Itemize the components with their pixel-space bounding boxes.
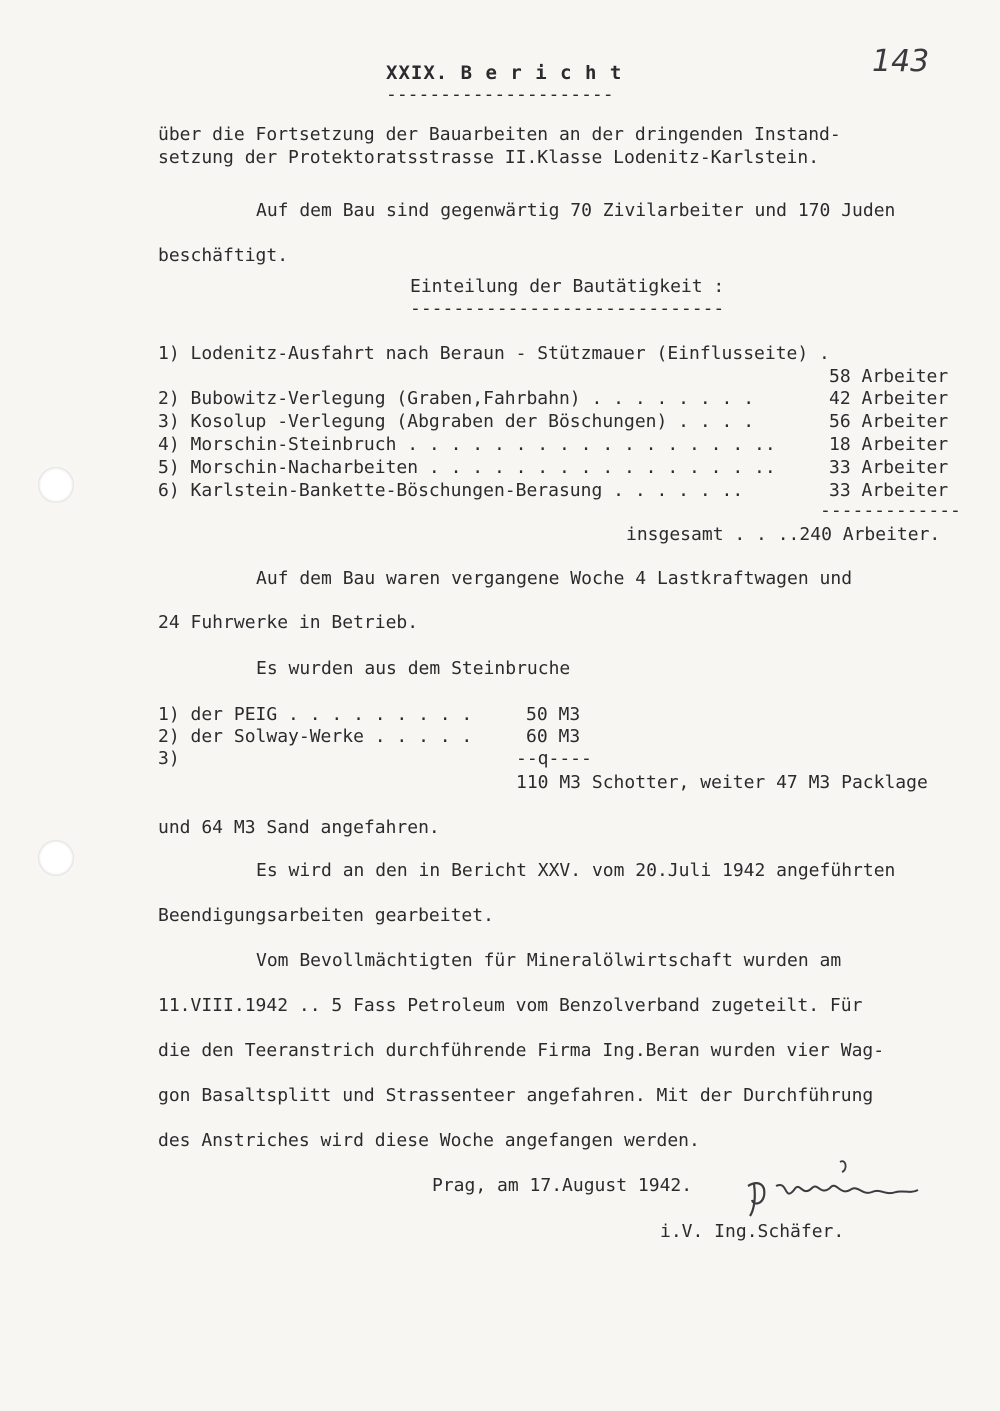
intro-line-2: setzung der Protektoratsstrasse II.Klasse Lodenitz-Karlstein.: [158, 147, 820, 168]
quarry-row-2-value: 60 M3: [526, 726, 581, 747]
section-rule: -----------------------------: [410, 298, 725, 319]
task-row-2: 2) Bubowitz-Verlegung (Graben,Fahrbahn) . . . . . . . .: [158, 388, 755, 409]
task-row-4: 4) Morschin-Steinbruch . . . . . . . . . . . . . . . . ..: [158, 434, 776, 455]
total-workers: insgesamt . . ..240 Arbeiter.: [626, 524, 941, 545]
quarry-total: 110 M3 Schotter, weiter 47 M3 Packlage: [516, 772, 928, 793]
signatory: i.V. Ing.Schäfer.: [660, 1221, 845, 1242]
task-row-3-value: 56 Arbeiter: [829, 411, 949, 432]
task-row-1-value: 58 Arbeiter: [829, 366, 949, 387]
task-row-4-value: 18 Arbeiter: [829, 434, 949, 455]
fuel-line-5: des Anstriches wird diese Woche angefangen werden.: [158, 1130, 700, 1151]
report-ref-line-1: Es wird an den in Bericht XXV. vom 20.Juli 1942 angeführten: [256, 860, 896, 881]
punch-hole: [38, 467, 74, 503]
vehicles-line-2: 24 Fuhrwerke in Betrieb.: [158, 612, 419, 633]
place-date: Prag, am 17.August 1942.: [432, 1175, 693, 1196]
fuel-line-2: 11.VIII.1942 .. 5 Fass Petroleum vom Benzolverband zugeteilt. Für: [158, 995, 863, 1016]
quarry-row-2: 2) der Solway-Werke . . . . .: [158, 726, 473, 747]
task-row-5-value: 33 Arbeiter: [829, 457, 949, 478]
report-ref-line-2: Beendigungsarbeiten gearbeitet.: [158, 905, 494, 926]
quarry-rule: --q----: [516, 748, 592, 769]
total-rule: -------------: [820, 500, 961, 521]
task-row-5: 5) Morschin-Nacharbeiten . . . . . . . . . . . . . . . ..: [158, 457, 776, 478]
task-row-6: 6) Karlstein-Bankette-Böschungen-Berasung . . . . . ..: [158, 480, 744, 501]
quarry-intro: Es wurden aus dem Steinbruche: [256, 658, 571, 679]
section-heading: Einteilung der Bautätigkeit :: [410, 276, 725, 297]
workers-line-1: Auf dem Bau sind gegenwärtig 70 Zivilarbeiter und 170 Juden: [256, 200, 896, 221]
task-row-1: 1) Lodenitz-Ausfahrt nach Beraun - Stützmauer (Einflusseite) .: [158, 343, 830, 364]
task-row-3: 3) Kosolup -Verlegung (Abgraben der Böschungen) . . . .: [158, 411, 755, 432]
quarry-row-1: 1) der PEIG . . . . . . . . .: [158, 704, 473, 725]
task-row-6-value: 33 Arbeiter: [829, 480, 949, 501]
handwritten-signature: [740, 1150, 940, 1220]
workers-line-2: beschäftigt.: [158, 245, 289, 266]
vehicles-line-1: Auf dem Bau waren vergangene Woche 4 Lastkraftwagen und: [256, 568, 853, 589]
quarry-end: und 64 M3 Sand angefahren.: [158, 817, 440, 838]
quarry-row-1-value: 50 M3: [526, 704, 581, 725]
report-title: XXIX. B e r i c h t: [386, 62, 623, 84]
fuel-line-3: die den Teeranstrich durchführende Firma Ing.Beran wurden vier Wag-: [158, 1040, 885, 1061]
page-number: 143: [872, 44, 930, 79]
fuel-line-1: Vom Bevollmächtigten für Mineralölwirtschaft wurden am: [256, 950, 842, 971]
title-rule: ---------------------: [386, 84, 614, 105]
punch-hole: [38, 840, 74, 876]
task-row-2-value: 42 Arbeiter: [829, 388, 949, 409]
intro-line-1: über die Fortsetzung der Bauarbeiten an der dringenden Instand-: [158, 124, 841, 145]
quarry-row-3: 3): [158, 748, 180, 769]
fuel-line-4: gon Basaltsplitt und Strassenteer angefahren. Mit der Durchführung: [158, 1085, 874, 1106]
